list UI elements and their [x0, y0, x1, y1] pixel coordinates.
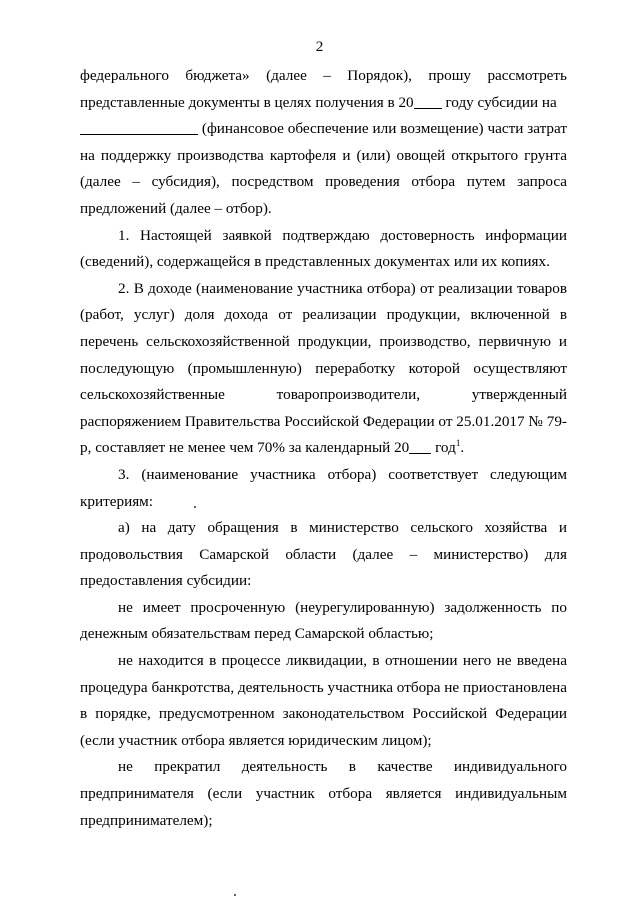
paragraph-item-2 — [80, 276, 567, 462]
paragraph-item-2-year: год — [431, 439, 456, 457]
paragraph-item-3: 3. (наименование участника отбора) соответствует следующим критериям: — [80, 465, 567, 510]
paragraph-procedure-text-c: (финансовое обеспечение или возмещение) части затрат на поддержку производства картофеля и (или) овощей открытого грунта (далее – субсидия), посредством проведения отбора путем запроса предложений (далее – отбор). — [80, 120, 567, 217]
paragraph-item-1: 1. Настоящей заявкой подтверждаю достоверность информации (сведений), содержащейся в представленных документах или их копиях. — [80, 226, 567, 271]
paragraph-subitem-a: а) на дату обращения в министерство сельского хозяйства и продовольствия Самарской области (далее – министерство) для предоставления субсидии: — [80, 519, 567, 590]
calendar-year-blank — [409, 439, 431, 454]
document-body — [80, 63, 567, 834]
footnote-mark: 1 — [455, 438, 461, 449]
scan-speck — [234, 894, 236, 896]
paragraph-entrepreneur: не прекратил деятельность в качестве индивидуального предпринимателя (если участник отбора является индивидуальным предпринимателем); — [80, 758, 567, 829]
paragraph-procedure-text-b: году субсидии на — [441, 93, 557, 111]
paragraph-item-2-text: 2. В доходе (наименование участника отбора) от реализации товаров (работ, услуг) доля дохода от реализации продукции, включенной в перечень сельскохозяйственной продукции, производство, первичную и последующую (промышленную) переработку которой осуществляют сельскохозяйственные товаропроизводители, утвержденный распоряжением Правительства Российской Федерации от 25.01.2017 № 79-р, составляет не менее чем 70% за календарный 20 — [80, 279, 567, 457]
page-number: 2 — [315, 38, 324, 55]
paragraph-item-2-end: . — [460, 439, 465, 457]
paragraph-procedure — [80, 63, 567, 223]
year-blank — [414, 94, 442, 109]
paragraph-no-debt: не имеет просроченную (неурегулированную) задолженность по денежным обязательствам перед Самарской областью; — [80, 598, 567, 643]
paragraph-procedure-text-a: федерального бюджета» (далее – Порядок), прошу рассмотреть представленные документы в целях получения в 20 — [80, 67, 567, 111]
purpose-blank — [80, 120, 198, 135]
scan-speck — [194, 506, 196, 508]
paragraph-no-liquidation: не находится в процессе ликвидации, в отношении него не введена процедура банкротства, деятельность участника отбора не приостановлена в порядке, предусмотренном законодательством Российской Федерации (если участник отбора является юридическим лицом); — [80, 652, 567, 749]
